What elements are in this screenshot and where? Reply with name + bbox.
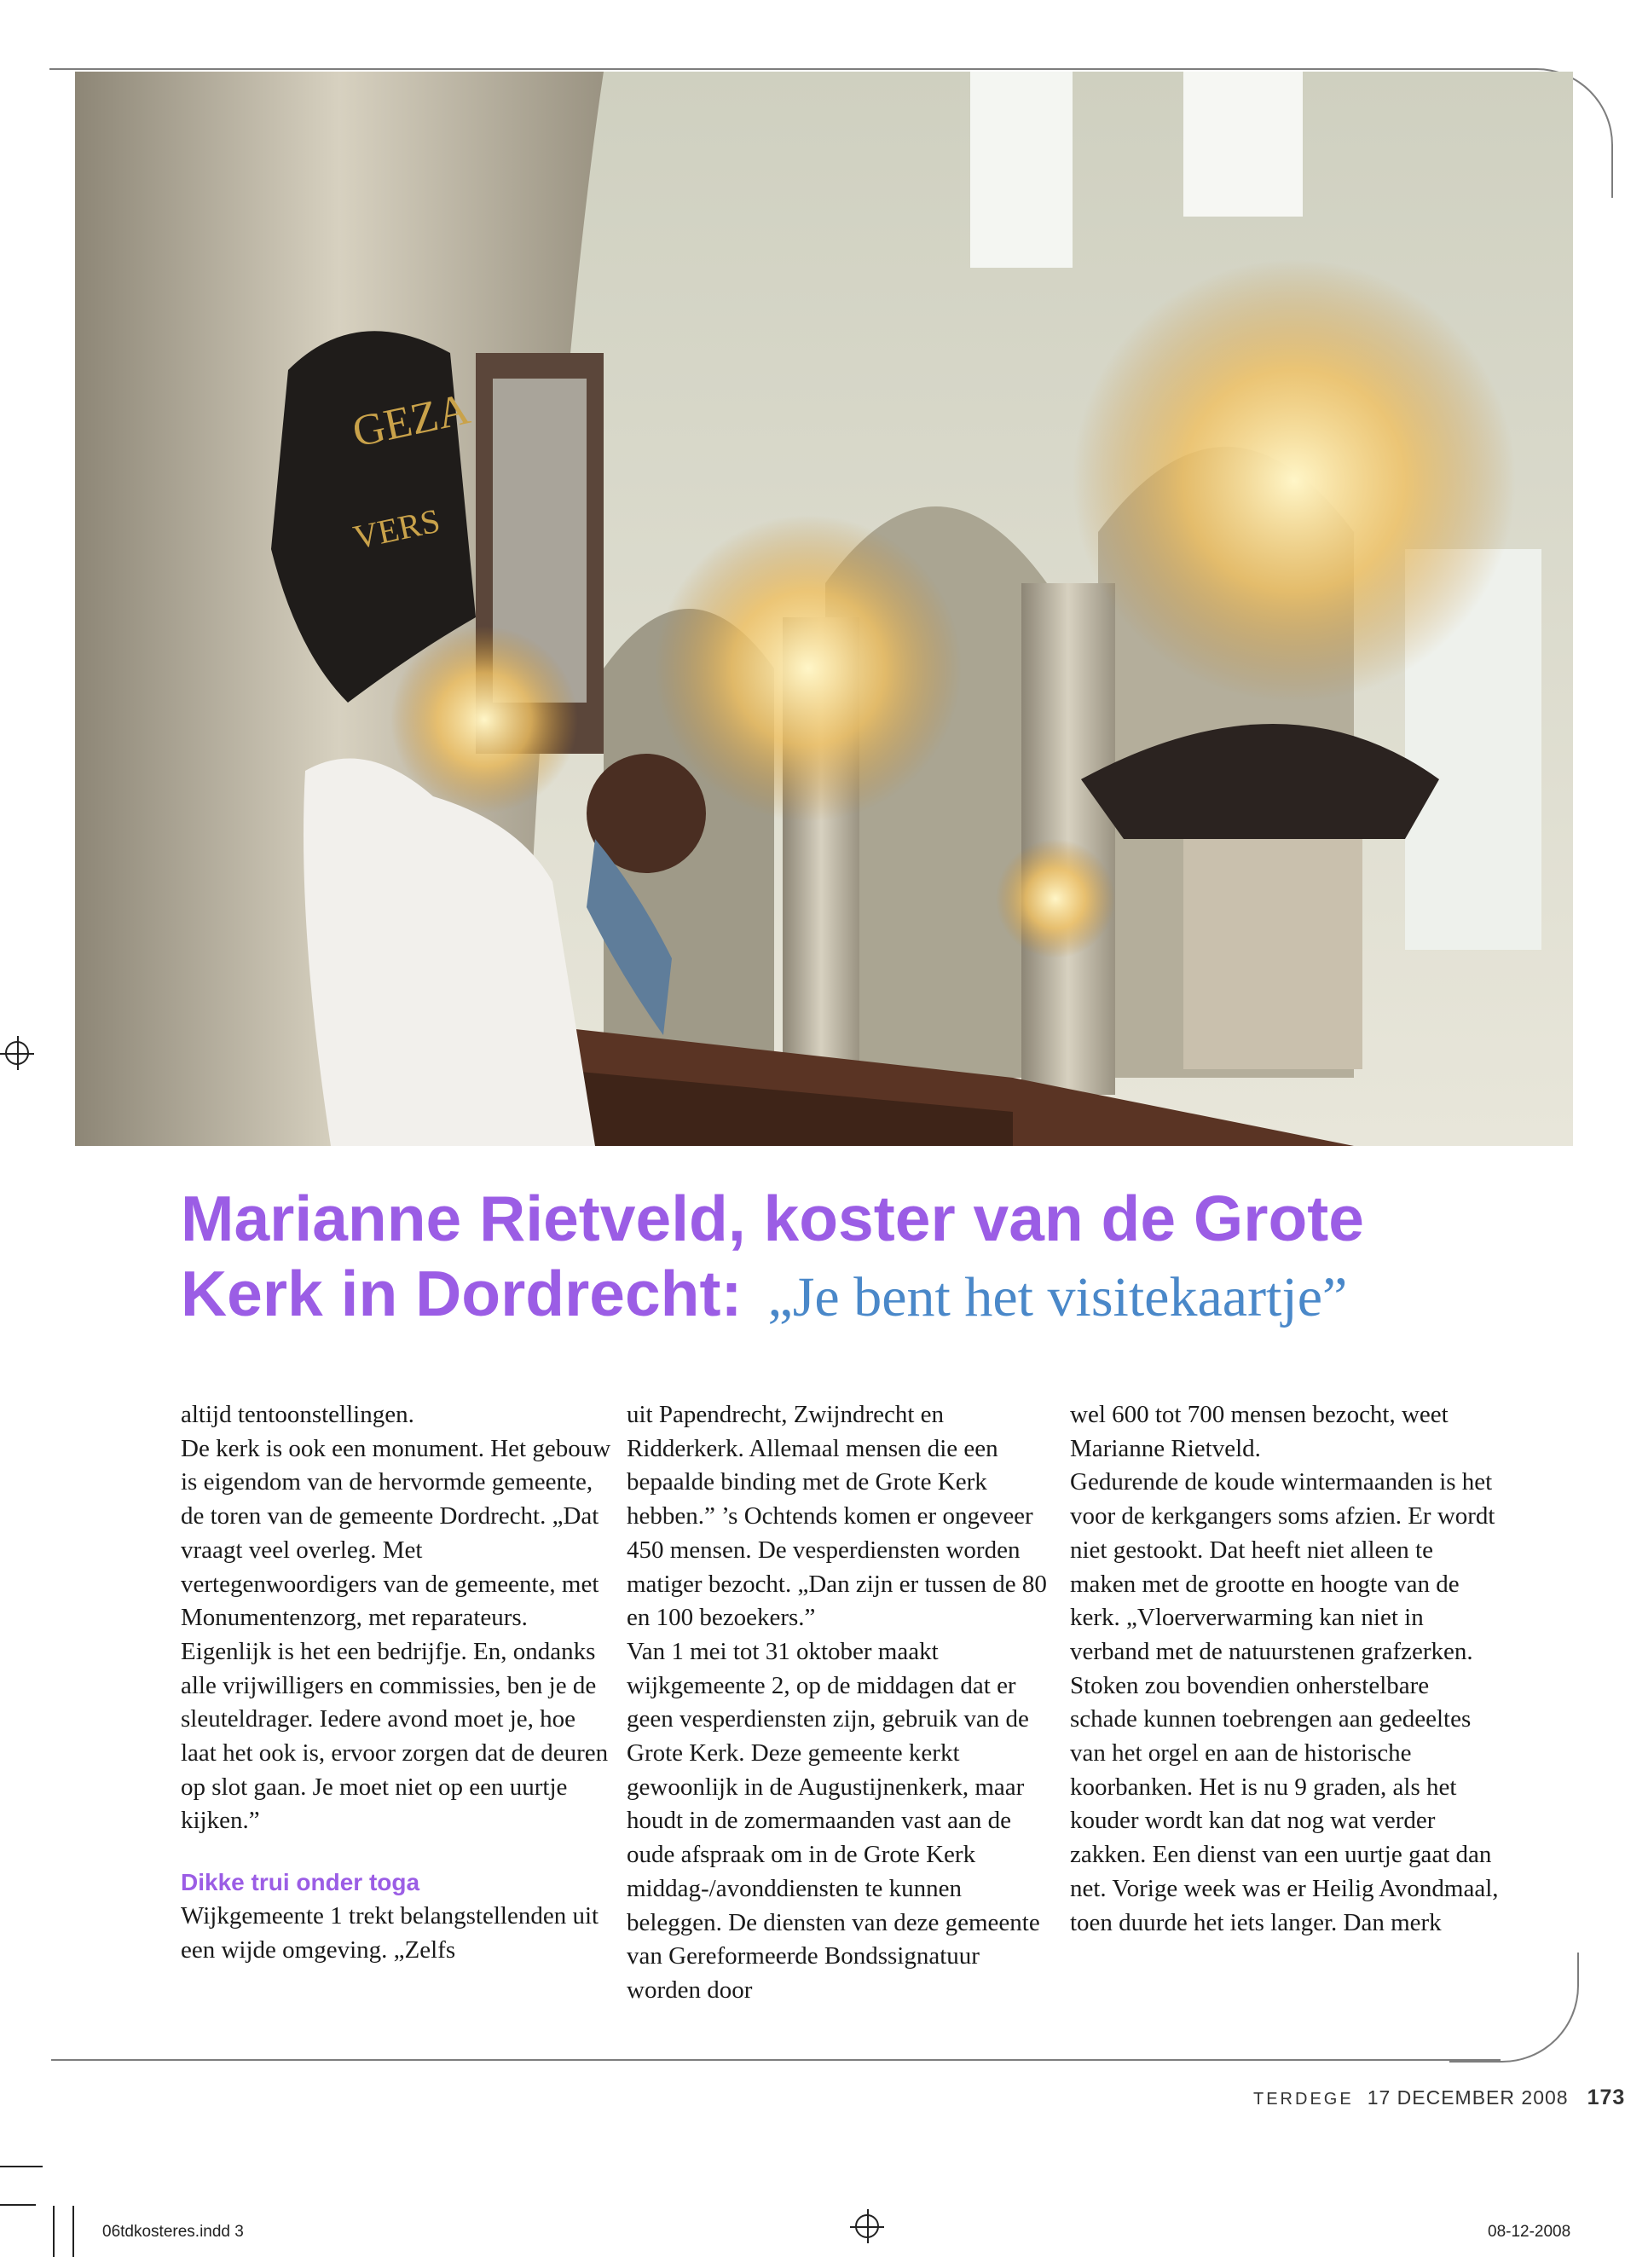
column-1-paragraph-1: altijd tentoonstellingen.	[181, 1401, 414, 1428]
plaque-text-line2: VERS	[350, 500, 443, 557]
subheading: Dikke trui onder toga	[181, 1869, 420, 1896]
column-3-paragraph-1: wel 600 tot 700 mensen bezocht, weet Marianne Rietveld.	[1070, 1401, 1449, 1462]
page-footer	[1253, 2086, 1625, 2110]
crop-mark-3	[53, 2206, 55, 2257]
page-number: 173	[1587, 2086, 1625, 2109]
article-column-3	[1070, 1398, 1501, 1940]
column-3-paragraph-2: Gedurende de koude wintermaanden is het voor de kerkgangers soms afzien. Er wordt niet gestookt. Dat heeft niet alleen te maken met de grootte en hoogte van de kerk. „Vloerverwarming kan niet in verband met de natuurstenen grafzerken. Stoken zou bovendien onherstelbare schade kunnen toebrengen aan gedeeltes van het orgel en aan de historische koorbanken. Het is nu 9 graden, als het kouder wordt kan dat nog wat verder zakken. Een dienst van een uurtje gaat dan net. Vorige week was er Heilig Avondmaal, toen duurde het iets langer. Dan merk	[1070, 1468, 1499, 1936]
column-2-paragraph-2: Van 1 mei tot 31 oktober maakt wijkgemeente 2, op de middagen dat er geen vesperdiensten zijn, gebruik van de Grote Kerk. Deze gemeente kerkt gewoonlijk in de Augustijnenkerk, maar houdt in de zomermaanden vast aan de oude afspraak om in de Grote Kerk middag-/avonddiensten te kunnen beleggen. De diensten van deze gemeente van Gereformeerde Bondssignatuur worden door	[627, 1637, 1040, 2004]
issue-date: 17 DECEMBER 2008	[1367, 2086, 1569, 2109]
column-1-paragraph-2: De kerk is ook een monument. Het gebouw is eigendom van de hervormde gemeente, de toren van de gemeente Dordrecht. „Dat vraagt veel overleg. Met vertegenwoordigers van de gemeente, met Monumentenzorg, met reparateurs. Eigenlijk is het een bedrijfje. En, ondanks alle vrijwilligers en commissies, ben je de sleuteldrager. Iedere avond moet je, hoe laat het ook is, ervoor zorgen dat de deuren op slot gaan. Je moet niet op een uurtje kijken.”	[181, 1434, 611, 1835]
church-interior-photo	[75, 72, 1573, 1146]
top-rule	[49, 68, 1516, 70]
article-column-2	[627, 1398, 1057, 2008]
crop-mark-4	[72, 2206, 74, 2257]
slug-filename: 06tdkosteres.indd 3	[102, 2223, 244, 2241]
photo-illustration	[75, 72, 1573, 1146]
column-2-paragraph-1: uit Papendrecht, Zwijndrecht en Ridderkerk. Allemaal mensen die een bepaalde binding met de Grote Kerk hebben.” ’s Ochtends komen er ongeveer 450 mensen. De vesperdiensten worden matiger bezocht. „Dan zijn er tussen de 80 en 100 bezoekers.”	[627, 1401, 1047, 1632]
registration-mark-left	[5, 1041, 29, 1065]
column-1-paragraph-3: Wijkgemeente 1 trekt belangstellenden uit een wijde omgeving. „Zelfs	[181, 1902, 599, 1964]
headline	[181, 1181, 1511, 1335]
bottom-corner-line	[1449, 1953, 1579, 2063]
headline-main: Marianne Rietveld, koster van de Grote Kerk in Dordrecht:	[181, 1183, 1364, 1329]
bottom-rule	[51, 2059, 1501, 2061]
article-column-1	[181, 1398, 611, 1968]
plaque-text-line1: GEZA	[348, 385, 475, 457]
slug-date: 08-12-2008	[1488, 2223, 1571, 2241]
headline-tagline: „Je bent het visitekaartje”	[767, 1266, 1348, 1328]
registration-mark-bottom	[855, 2214, 879, 2238]
crop-mark-1	[0, 2166, 43, 2167]
crop-mark-2	[0, 2204, 36, 2206]
magazine-name: TERDEGE	[1253, 2090, 1354, 2109]
